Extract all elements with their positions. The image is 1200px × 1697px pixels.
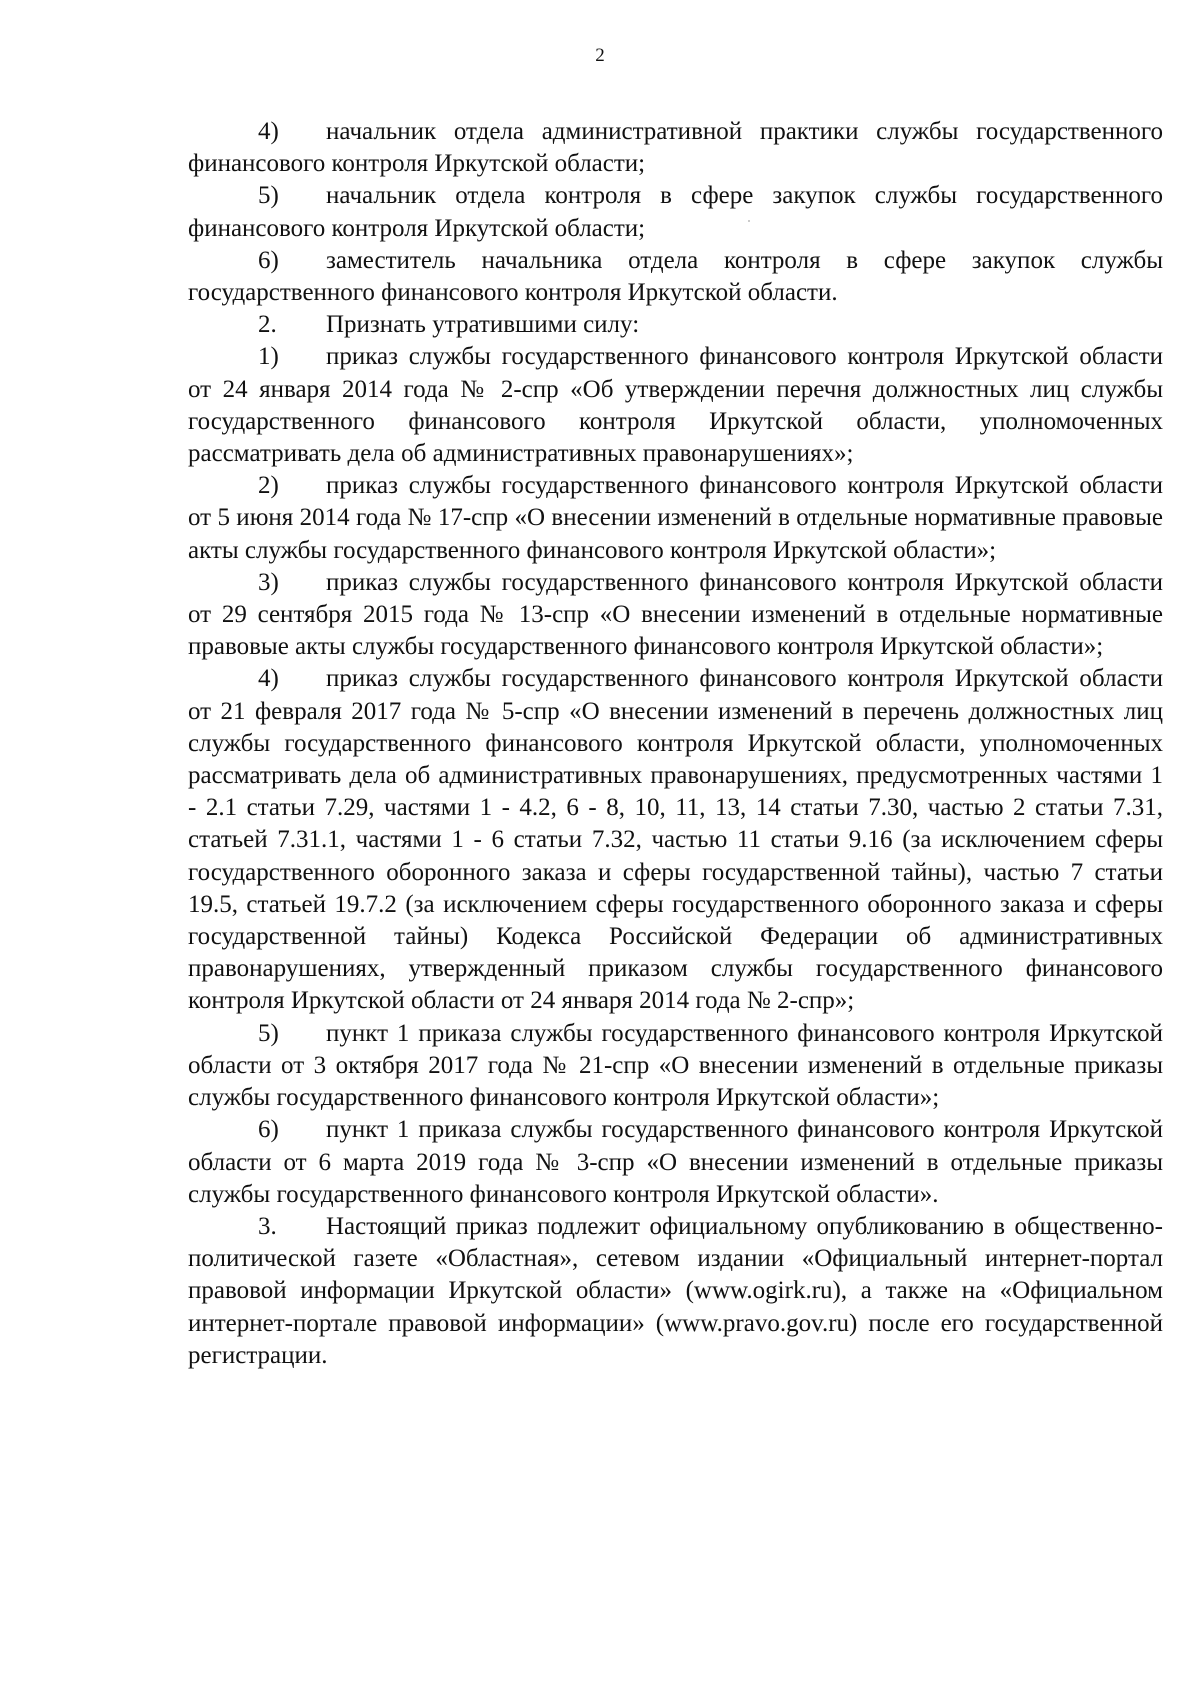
clause-number: 3. xyxy=(258,1212,277,1240)
clause xyxy=(188,309,1163,341)
list-item xyxy=(188,1018,1170,1115)
list-item xyxy=(188,470,1170,567)
item-number: 1) xyxy=(258,343,279,371)
list-item xyxy=(188,180,1170,244)
clause-number: 2. xyxy=(258,311,277,339)
item-number: 6) xyxy=(258,1116,279,1144)
item-text: приказ службы государственного финансового контроля Иркутской области от 21 февраля 2017 года № 5-спр «О внесении изменений в перечень должностных лиц службы государственного финансового контроля Иркутской области, уполномоченных рассматривать дела об административных правонарушениях, предусмотренных частями 1 - 2.1 статьи 7.29, частями 1 - 4.2, 6 - 8, 10, 11, 13, 14 статьи 7.30, частью 2 статьи 7.31, статьей 7.31.1, частями 1 - 6 статьи 7.32, частью 11 статьи 9.16 (за исключением сферы государственного оборонного заказа и сферы государственной тайны), частью 7 статьи 19.5, статьей 19.7.2 (за исключением сферы государственного оборонного заказа и сферы государственной тайны) Кодекса Российской Федерации об административных правонарушениях, утвержденный приказом службы государственного финансового контроля Иркутской области от 24 января 2014 года № 2-спр»; xyxy=(188,665,1170,1015)
item-text: пункт 1 приказа службы государственного финансового контроля Иркутской области от 6 марта 2019 года № 3-спр «О внесении изменений в отдельные приказы службы государственного финансового контроля Иркутской области». xyxy=(188,1116,1170,1208)
item-number: 6) xyxy=(258,246,279,274)
clause xyxy=(188,1211,1170,1372)
item-text: заместитель начальника отдела контроля в сфере закупок службы государственного финансового контроля Иркутской области. xyxy=(188,246,1170,307)
item-text: начальник отдела контроля в сфере закупок службы государственного финансового контроля Иркутской области; xyxy=(188,182,1170,242)
scan-speck xyxy=(748,220,750,222)
clause-text: Признать утратившими силу: xyxy=(326,311,640,339)
document-body xyxy=(188,116,1170,1372)
item-number: 5) xyxy=(258,182,279,210)
item-text: пункт 1 приказа службы государственного финансового контроля Иркутской области от 3 октября 2017 года № 21-спр «О внесении изменений в отдельные приказы службы государственного финансового контроля Иркутской области»; xyxy=(188,1019,1170,1112)
list-item xyxy=(188,116,1170,180)
item-text: приказ службы государственного финансового контроля Иркутской области от 5 июня 2014 года № 17-спр «О внесении изменений в отдельные нормативные правовые акты службы государственного финансового контроля Иркутской области»; xyxy=(188,472,1170,564)
item-number: 5) xyxy=(258,1019,279,1047)
item-text: начальник отдела административной практики службы государственного финансового контроля Иркутской области; xyxy=(188,118,1170,178)
item-number: 4) xyxy=(258,118,279,145)
list-item xyxy=(188,245,1170,309)
list-item xyxy=(188,663,1170,1017)
item-text: приказ службы государственного финансового контроля Иркутской области от 29 сентября 2015 года № 13-спр «О внесении изменений в отдельные нормативные правовые акты службы государственного финансового контроля Иркутской области»; xyxy=(188,568,1170,661)
item-text: приказ службы государственного финансового контроля Иркутской области от 24 января 2014 года № 2-спр «Об утверждении перечня должностных лиц службы государственного финансового контроля Иркутской области, уполномоченных рассматривать дела об административных правонарушениях»; xyxy=(188,343,1170,468)
item-number: 3) xyxy=(258,568,279,596)
item-number: 2) xyxy=(258,472,279,500)
item-number: 4) xyxy=(258,665,279,693)
list-item xyxy=(188,1114,1170,1211)
page-number: 2 xyxy=(595,45,605,66)
list-item xyxy=(188,341,1170,470)
list-item xyxy=(188,567,1170,664)
clause-text: Настоящий приказ подлежит официальному опубликованию в общественно-политической газете «Областная», сетевом издании «Официальный интернет-портал правовой информации Иркутской области» (www.ogirk.ru), а также на «Официальном интернет-портале правовой информации» (www.pravo.gov.ru) после его государственной регистрации. xyxy=(188,1212,1170,1369)
